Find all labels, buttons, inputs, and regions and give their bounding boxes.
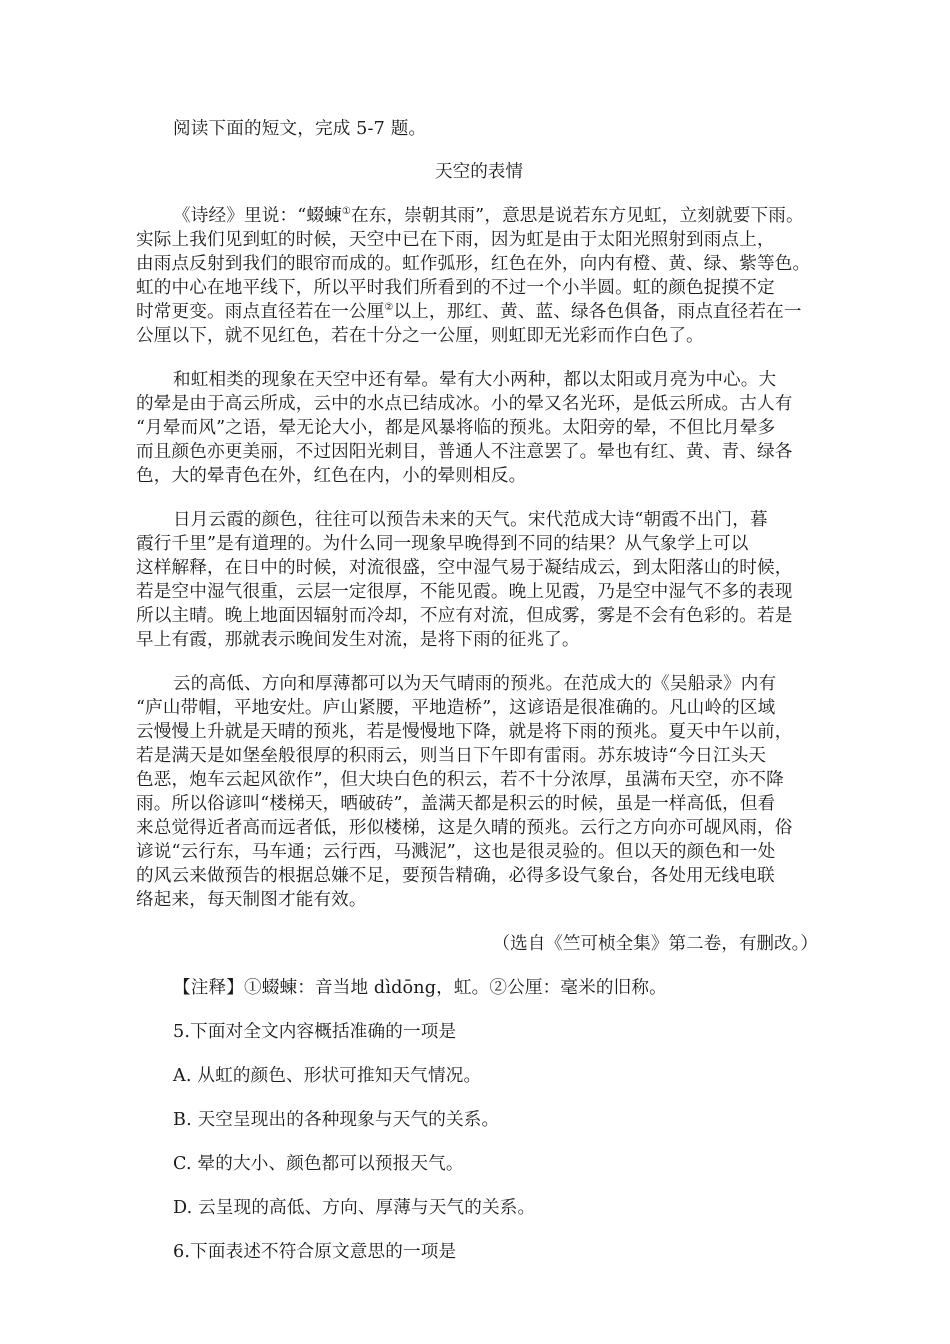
p4-line-9: 的风云来做预告的根据总嫌不足，要预告精确，必得多设气象台，各处用无线电联 (136, 866, 775, 886)
p2-line-3: “月晕而风”之语，晕无论大小，都是风暴将临的预兆。太阳旁的晕，不但比月晕多 (136, 418, 776, 438)
p1-line-3: 由雨点反射到我们的眼帘而成的。虹作弧形，红色在外，向内有橙、黄、绿、紫等色。 (136, 254, 811, 274)
p1-line-2: 实际上我们见到虹的时候，天空中已在下雨，因为虹是由于太阳光照射到雨点上， (136, 230, 775, 250)
question-5-option-c: C. 晕的大小、颜色都可以预报天气。 (173, 1154, 464, 1174)
p4-line-1: 云的高低、方向和厚薄都可以为天气晴雨的预兆。在范成大的《吴船录》内有 (173, 674, 777, 694)
question-5-stem: 5.下面对全文内容概括准确的一项是 (173, 1022, 457, 1042)
p3-line-4: 若是空中湿气很重，云层一定很厚，不能见霞。晚上见霞，乃是空中湿气不多的表现 (136, 582, 793, 602)
p1-line-1: 《诗经》里说：“蝃蝀①在东，崇朝其雨”，意思是说若东方见虹，立刻就要下雨。 (173, 206, 804, 226)
p4-line-7: 来总觉得近者高而远者低，形似楼梯，这是久晴的预兆。云行之方向亦可觇风雨，俗 (136, 818, 793, 838)
source-citation: （选自《竺可桢全集》第二卷，有删改。） (492, 934, 818, 954)
p2-line-5: 色，大的晕青色在外，红色在内，小的晕则相反。 (136, 466, 527, 486)
p4-line-8: 谚说“云行东，马车通；云行西，马溅泥”，这也是很灵验的。但以天的颜色和一处 (136, 842, 776, 862)
note-mark-2: ② (384, 302, 394, 314)
p1-line-5: 时常更变。雨点直径若在一公厘②以上，那红、黄、蓝、绿各色俱备，雨点直径若在一 (136, 302, 802, 322)
question-5-option-b: B. 天空呈现出的各种现象与天气的关系。 (173, 1110, 500, 1130)
p2-line-1: 和虹相类的现象在天空中还有晕。晕有大小两种，都以太阳或月亮为中心。大 (173, 370, 777, 390)
question-5-option-a: A. 从虹的颜色、形状可推知天气情况。 (173, 1066, 482, 1086)
question-6-stem: 6.下面表述不符合原文意思的一项是 (173, 1242, 457, 1262)
p4-line-3: 云慢慢上升就是天晴的预兆，若是慢慢地下降，就是将下雨的预兆。夏天中午以前， (136, 722, 793, 742)
p3-line-1: 日月云霞的颜色，往往可以预告未来的天气。宋代范成大诗“朝霞不出门，暮 (173, 510, 768, 530)
p4-line-4: 若是满天是如堡垒般很厚的积雨云，则当日下午即有雷雨。苏东坡诗“今日江头天 (136, 746, 767, 766)
p3-line-5: 所以主晴。晚上地面因辐射而冷却，不应有对流，但成雾，雾是不会有色彩的。若是 (136, 606, 793, 626)
p3-line-6: 早上有霞，那就表示晚间发生对流，是将下雨的征兆了。 (136, 630, 580, 650)
p4-line-10: 络起来，每天制图才能有效。 (136, 890, 367, 910)
p4-line-5: 色恶，炮车云起风欲作”，但大块白色的积云，若不十分浓厚，虽满布天空，亦不降 (136, 770, 784, 790)
article-title: 天空的表情 (435, 162, 523, 182)
question-5-option-d: D. 云呈现的高低、方向、厚薄与天气的关系。 (173, 1198, 536, 1218)
p3-line-2: 霞行千里”是有道理的。为什么同一现象早晚得到不同的结果？从气象学上可以 (136, 534, 749, 554)
annotation-note: 【注释】①蝃蝀：音当地 dìdōng，虹。②公厘：毫米的旧称。 (173, 978, 667, 998)
note-mark-1: ① (341, 206, 351, 218)
instruction: 阅读下面的短文，完成 5-7 题。 (173, 119, 427, 139)
p3-line-3: 这样解释，在日中的时候，对流很盛，空中湿气易于凝结成云，到太阳落山的时候， (136, 558, 793, 578)
p2-line-2: 的晕是由于高云所成，云中的水点已结成冰。小的晕又名光环，是低云所成。古人有 (136, 394, 793, 414)
p4-line-6: 雨。所以俗谚叫“楼梯天，晒破砖”，盖满天都是积云的时候，虽是一样高低，但看 (136, 794, 776, 814)
p2-line-4: 而且颜色亦更美丽，不过因阳光刺目，普通人不注意罢了。晕也有红、黄、青、绿各 (136, 442, 793, 462)
p1-line-4: 虹的中心在地平线下，所以平时我们所看到的不过一个小半圆。虹的颜色捉摸不定 (136, 278, 775, 298)
p1-line-6: 公厘以下，就不见红色，若在十分之一公厘，则虹即无光彩而作白色了。 (136, 326, 704, 346)
p4-line-2: “庐山带帽，平地安灶。庐山紧腰，平地造桥”，这谚语是很准确的。凡山岭的区域 (136, 698, 776, 718)
